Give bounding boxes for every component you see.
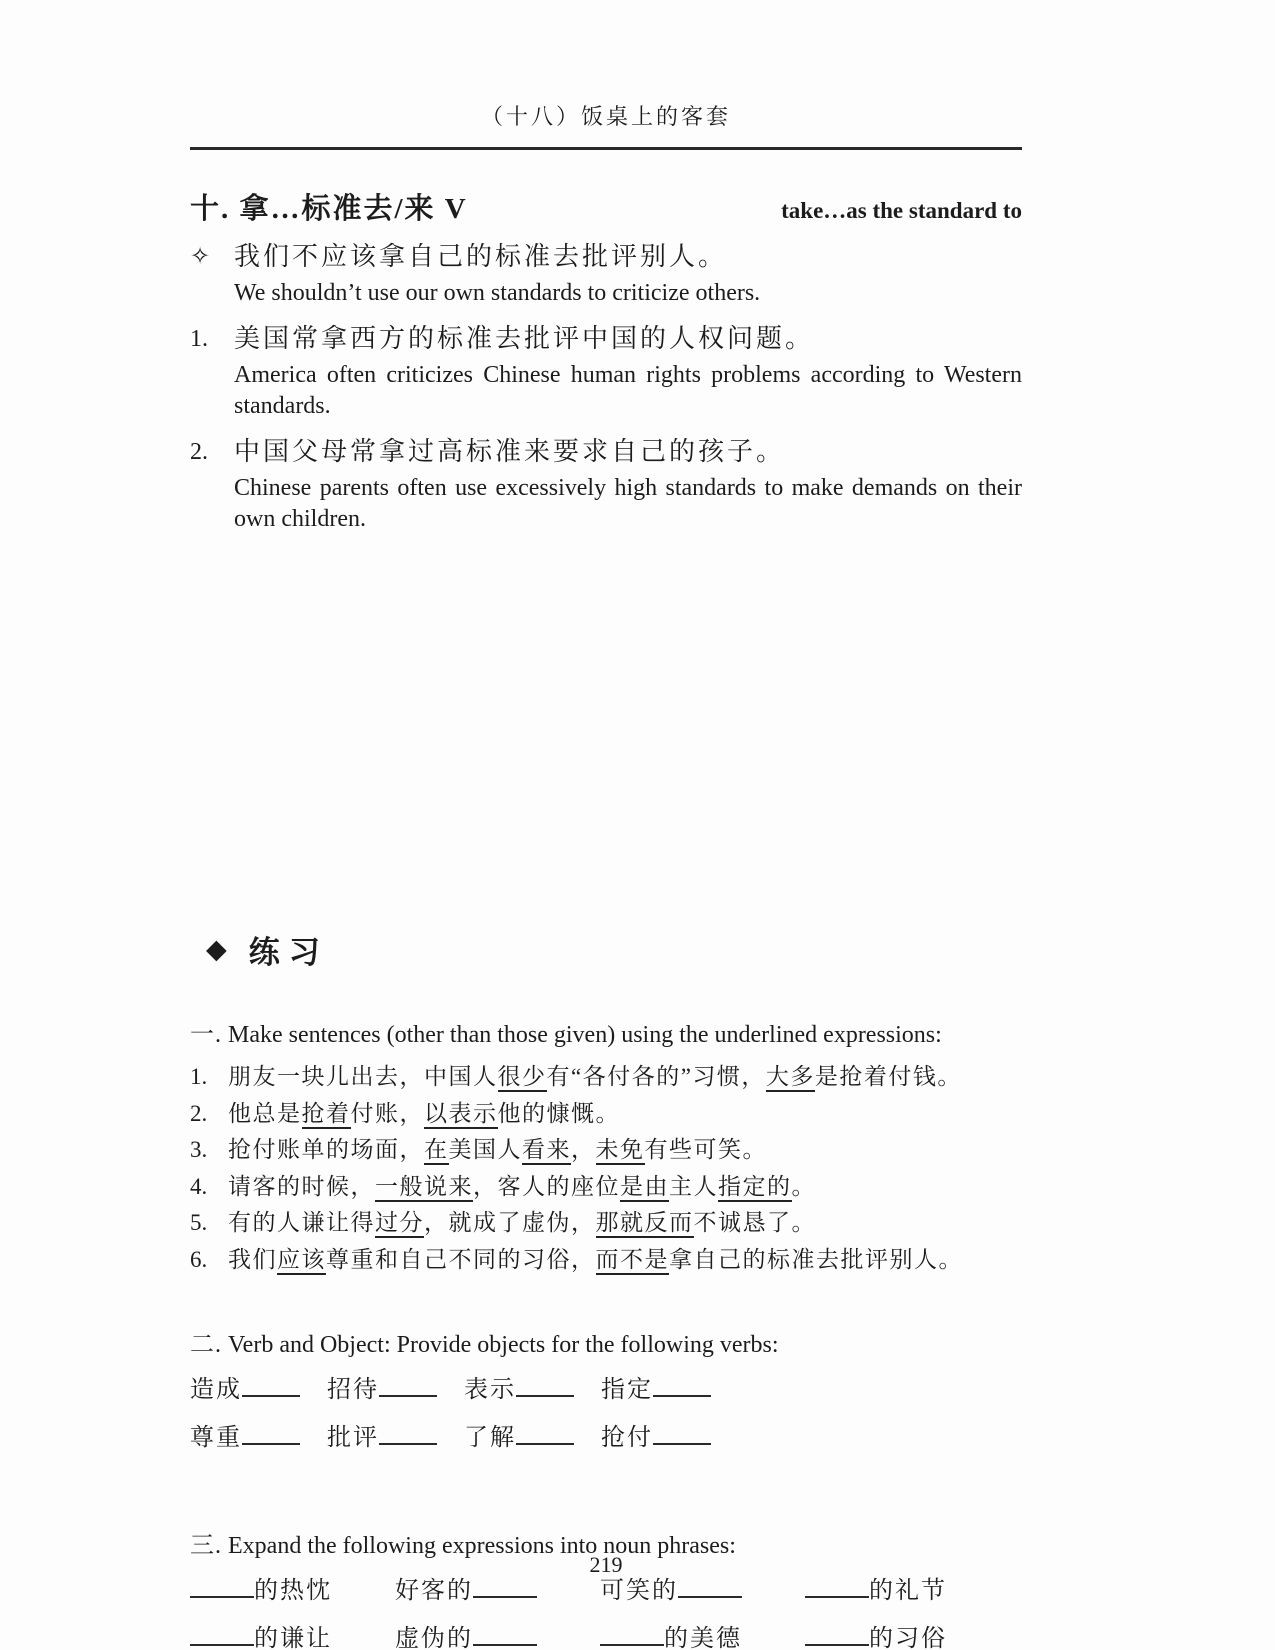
sentence-segment: ，客人的座位 [473,1173,620,1199]
grammar-item-2-row [190,434,1022,470]
part3-expression-list [190,1574,1022,1650]
example-sentence-english: We shouldn’t use our own standards to criticize others. [234,280,761,306]
exercise-section-title: 练习 [248,935,329,970]
part1-sentence-list [190,1059,1022,1278]
expression-cell-text: 的美德 [664,1626,742,1650]
sentence-segment: 朋友一块儿出去，中国人 [228,1064,498,1089]
underlined-expression: 而不是 [596,1247,670,1275]
verb-blank-cell [464,1373,601,1407]
black-diamond-icon: ◆ [206,934,227,964]
sentence-item [190,1205,1022,1242]
verb-blank-cell [190,1373,327,1407]
verb-blank-cell [327,1373,464,1407]
expression-cell-text: 好客的 [395,1578,473,1604]
part2-instruction [190,1324,1022,1359]
blank-line [190,1624,254,1646]
blank-line [516,1423,574,1445]
expression-cell-text: 的礼节 [869,1578,947,1604]
blank-line [379,1423,437,1445]
underlined-expression: 过分 [375,1210,424,1238]
expression-cell-row [190,1622,1022,1650]
part2-label: 二. [190,1332,222,1358]
verb-blank-cell-text: 批评 [327,1425,379,1451]
sentence-text [228,1205,816,1242]
blank-line [805,1576,869,1598]
expression-cell-text: 的习俗 [869,1626,947,1650]
expression-cell [600,1622,805,1650]
verb-blank-cell-text: 尊重 [190,1425,242,1451]
underlined-expression: 是由 [620,1174,669,1202]
sentence-segment: ， [571,1137,596,1162]
sentence-item [190,1059,1022,1096]
blank-line [600,1624,664,1646]
blank-line [473,1624,537,1646]
sentence-segment: 是抢着付钱。 [814,1064,962,1089]
sentence-text [228,1059,962,1096]
underlined-expression: 指定的 [718,1174,792,1202]
underlined-expression: 很少 [498,1064,547,1092]
underlined-expression: 看来 [522,1137,571,1165]
verb-blank-cell-row [190,1373,1022,1407]
underlined-expression: 那就反而 [596,1210,694,1238]
verb-blank-cell [190,1421,327,1455]
part1-instruction [190,1014,1022,1049]
grammar-pattern-heading [190,186,1022,227]
expression-cell-row [190,1574,1022,1608]
grammar-item-2-english: Chinese parents often use excessively high standards to make demands on their own children. [234,475,1022,532]
sentence-segment: 有“各付各的”习惯， [546,1064,766,1089]
verb-blank-cell-text: 表示 [464,1377,516,1403]
underlined-expression: 一般说来 [375,1174,473,1202]
grammar-item-1-chinese: 美国常拿西方的标准去批评中国的人权问题。 [234,324,815,353]
verb-blank-cell-text: 指定 [601,1377,653,1403]
sentence-segment: 他的慷慨。 [497,1100,620,1126]
sentence-segment: 尊重和自己不同的习俗， [326,1246,596,1272]
blank-line [242,1423,300,1445]
part3-label: 三. [190,1533,222,1559]
part1-instruction-text: Make sentences (other than those given) using the underlined expressions: [228,1022,942,1048]
example-sentence-row [190,239,1022,275]
sentence-segment: 抢付账单的场面， [228,1137,424,1162]
expression-cell [190,1574,395,1608]
sentence-number: 2. [190,1100,208,1126]
grammar-pattern-chinese: 十. 拿…标准去/来 V [190,193,468,225]
sentence-text [228,1096,620,1133]
underlined-expression: 未免 [596,1137,645,1165]
sentence-segment: 请客的时候， [228,1173,375,1199]
verb-blank-cell [601,1373,738,1407]
expression-cell [805,1622,1010,1650]
expression-cell [805,1574,1010,1608]
verb-blank-cell-text: 抢付 [601,1425,653,1451]
underlined-expression: 大多 [766,1064,815,1092]
expression-cell [395,1574,600,1608]
grammar-item-1-english: America often criticizes Chinese human rights problems according to Western standards. [234,362,1022,419]
sentence-segment: 不诚恳了。 [693,1210,816,1235]
expression-cell-text: 虚伪的 [395,1626,473,1650]
sentence-segment: 付账， [350,1100,424,1126]
sentence-segment: 。 [791,1173,816,1199]
item-number: 1. [190,326,208,352]
verb-blank-cell [601,1421,738,1455]
blank-line [653,1423,711,1445]
part1-label: 一. [190,1022,222,1048]
part3-instruction-text: Expand the following expressions into noun phrases: [228,1533,736,1559]
verb-blank-cell [464,1421,601,1455]
expression-cell [600,1574,805,1608]
sentence-text [228,1169,816,1206]
underlined-expression: 应该 [277,1247,326,1275]
diamond-bullet-icon: ✧ [190,244,211,270]
sentence-number: 1. [190,1064,208,1089]
sentence-segment: 拿自己的标准去批评别人。 [669,1246,963,1272]
blank-line [473,1576,537,1598]
grammar-item-1-row [190,321,1022,357]
blank-line [805,1624,869,1646]
sentence-segment: ，就成了虚伪， [424,1210,596,1235]
underlined-expression: 抢着 [302,1101,351,1129]
sentence-number: 6. [190,1246,208,1272]
chapter-title: （十八）饭桌上的客套 [480,104,731,129]
verb-blank-cell [327,1421,464,1455]
blank-line [379,1375,437,1397]
sentence-item [190,1132,1022,1169]
verb-blank-cell-text: 了解 [464,1425,516,1451]
item-number: 2. [190,439,208,465]
expression-cell-text: 的谦让 [254,1626,332,1650]
expression-cell-text: 可笑的 [600,1578,678,1604]
verb-blank-cell-text: 造成 [190,1377,242,1403]
part2-instruction-text: Verb and Object: Provide objects for the following verbs: [228,1332,779,1358]
sentence-segment: 我们 [228,1246,277,1272]
sentence-segment: 主人 [669,1173,718,1199]
grammar-pattern-english: take…as the standard to [781,198,1022,223]
grammar-item-2-chinese: 中国父母常拿过高标准来要求自己的孩子。 [234,437,786,466]
part2-verb-blank-list [190,1373,1022,1455]
sentence-segment: 有些可笑。 [644,1137,767,1162]
expression-cell [395,1622,600,1650]
blank-line [516,1375,574,1397]
sentence-number: 3. [190,1137,208,1162]
sentence-number: 5. [190,1210,208,1235]
underlined-expression: 在 [424,1137,449,1165]
example-sentence-chinese: 我们不应该拿自己的标准去批评别人。 [234,242,728,271]
expression-cell [190,1622,395,1650]
sentence-segment: 有的人谦让得 [228,1210,375,1235]
sentence-segment: 美国人 [448,1137,522,1162]
sentence-item [190,1169,1022,1206]
page-number: 219 [589,1552,623,1577]
underlined-expression: 以表示 [424,1101,498,1129]
sentence-text [228,1132,767,1169]
exercise-section-header [190,927,1022,972]
sentence-item [190,1242,1022,1279]
verb-blank-cell-row [190,1421,1022,1455]
blank-line [190,1576,254,1598]
expression-cell-text: 的热忱 [254,1578,332,1604]
blank-line [678,1576,742,1598]
header-rule [190,147,1022,150]
sentence-text [228,1242,963,1279]
verb-blank-cell-text: 招待 [327,1377,379,1403]
blank-line [653,1375,711,1397]
sentence-number: 4. [190,1173,208,1199]
sentence-segment: 他总是 [228,1100,302,1126]
blank-line [242,1375,300,1397]
sentence-item [190,1096,1022,1133]
